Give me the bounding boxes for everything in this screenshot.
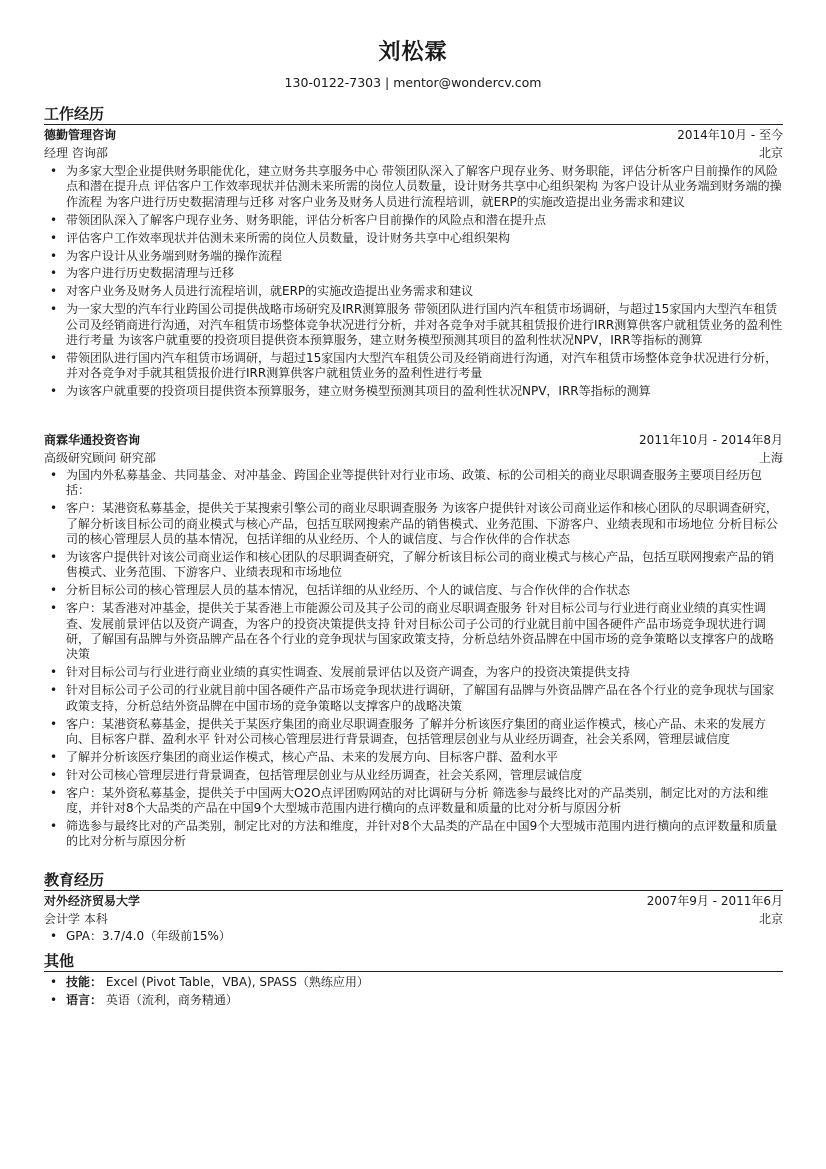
list-item: • 针对目标公司子公司的行业就目前中国各硬件产品市场竞争现状进行调研，了解国有品牌与外资品牌产品在各个行业的竞争现状与国家政策支持，分析总结外资品牌在中国市场的竞争策略以支撑客户的战略决策 bbox=[44, 683, 783, 714]
list-item: • 为国内外私募基金、共同基金、对冲基金、跨国企业等提供针对行业市场、政策、标的公司相关的商业尽职调查服务主要项目经历包括： bbox=[44, 468, 783, 499]
list-item: • 为客户进行历史数据清理与迁移 bbox=[44, 266, 783, 281]
list-item: • 带领团队进行国内汽车租赁市场调研，与超过15家国内大型汽车租赁公司及经销商进行沟通，对汽车租赁市场整体竞争状况进行分析，并对各竞争对手就其租赁报价进行IRR测算供客户就租赁业务的盈利性进行考量 bbox=[44, 351, 783, 382]
candidate-name: 刘松霖 bbox=[378, 40, 448, 65]
job-subheader bbox=[44, 144, 783, 162]
section-title-work: 工作经历 bbox=[44, 105, 105, 123]
education-date: 2007年9月 - 2011年6月 bbox=[646, 894, 783, 908]
skills-value: Excel (Pivot Table，VBA), SPASS（熟练应用） bbox=[105, 975, 369, 989]
contact-info: 130-0122-7303 | mentor@wondercv.com bbox=[284, 75, 542, 90]
job-date: 2014年10月 - 至今 bbox=[677, 128, 783, 142]
education-bullets bbox=[44, 929, 783, 947]
list-item: • 评估客户工作效率现状并估测未来所需的岗位人员数量，设计财务共享中心组织架构 bbox=[44, 231, 783, 246]
language-item bbox=[44, 993, 783, 1008]
section-divider bbox=[44, 890, 783, 891]
language-label: 语言： bbox=[66, 992, 103, 1007]
skills-item bbox=[44, 975, 783, 990]
list-item: • 为一家大型的汽车行业跨国公司提供战略市场研究及IRR测算服务 带领团队进行国内汽车租赁市场调研，与超过15家国内大型汽车租赁公司及经销商进行沟通，对汽车租赁市场整体竞争状况进行分析，并对各竞争对手就其租赁报价进行IRR测算供客户就租赁业务的盈利性进行考量 为该客户就重要的投资项目提供资本预算服务，建立财务模型预测其项目的盈利性状况NPV，IRR等指标的测算 bbox=[44, 302, 783, 348]
list-item: • 为该客户提供针对该公司商业运作和核心团队的尽职调查研究，了解分析该目标公司的商业模式与核心产品，包括互联网搜索产品的销售模式、业务范围、下游客户、业绩表现和市场地位 bbox=[44, 550, 783, 581]
list-item: • 筛选参与最终比对的产品类别，制定比对的方法和维度，并针对8个大品类的产品在中国9个大型城市范围内进行横向的点评数量和质量的比对分析与原因分析 bbox=[44, 819, 783, 850]
job-location: 上海 bbox=[758, 451, 783, 465]
list-item: • 对客户业务及财务人员进行流程培训，就ERP的实施改造提出业务需求和建议 bbox=[44, 284, 783, 299]
list-item: • GPA：3.7/4.0（年级前15%） bbox=[44, 929, 783, 944]
education-subheader bbox=[44, 910, 783, 928]
list-item: • 针对目标公司与行业进行商业业绩的真实性调查、发展前景评估以及资产调查，为客户的投资决策提供支持 bbox=[44, 665, 783, 680]
list-item: • 客户：某港资私募基金，提供关于某搜索引擎公司的商业尽职调查服务 为该客户提供针对该公司商业运作和核心团队的尽职调查研究，了解分析该目标公司的商业模式与核心产品，包括互联网搜索产品的销售模式、业务范围、下游客户、业绩表现和市场地位 分析目标公司的核心管理层人员的基本情况，包括详细的从业经历、个人的诚信度、与合作伙伴的合作状态 bbox=[44, 501, 783, 547]
job-role: 高级研究顾问 研究部 bbox=[44, 451, 156, 465]
skills-label: 技能： bbox=[66, 975, 103, 989]
list-item: • 了解并分析该医疗集团的商业运作模式，核心产品、未来的发展方向、目标客户群、盈利水平 bbox=[44, 750, 783, 765]
job-header bbox=[44, 431, 783, 449]
job-bullets bbox=[44, 468, 783, 852]
company-name: 德勤管理咨询 bbox=[44, 128, 117, 142]
list-item: • 为多家大型企业提供财务职能优化，建立财务共享服务中心 带领团队深入了解客户现存业务、财务职能，评估分析客户目前操作的风险点和潜在提升点 评估客户工作效率现状并估测未来所需的岗位人员数量，设计财务共享中心组织架构 为客户设计从业务端到财务端的操作流程 为客户进行历史数据清理与迁移 对客户业务及财务人员进行流程培训，就ERP的实施改造提出业务需求和建议 bbox=[44, 164, 783, 210]
job-subheader bbox=[44, 449, 783, 467]
other-list bbox=[44, 975, 783, 1011]
list-item: • 针对公司核心管理层进行背景调查，包括管理层创业与从业经历调查，社会关系网，管理层诚信度 bbox=[44, 768, 783, 783]
list-item: • 客户：某香港对冲基金，提供关于某香港上市能源公司及其子公司的商业尽职调查服务 针对目标公司与行业进行商业业绩的真实性调查、发展前景评估以及资产调查，为客户的投资决策提供支持 针对目标公司子公司的行业就目前中国各硬件产品市场竞争现状进行调研，了解国有品牌与外资品牌产品在各个行业的竞争现状与国家政策支持，分析总结外资品牌在中国市场的竞争策略以支撑客户的战略决策 bbox=[44, 601, 783, 663]
job-bullets bbox=[44, 164, 783, 402]
list-item: • 带领团队深入了解客户现存业务、财务职能，评估分析客户目前操作的风险点和潜在提升点 bbox=[44, 213, 783, 228]
list-item: • 客户：某外资私募基金，提供关于中国两大O2O点评团购网站的对比调研与分析 筛选参与最终比对的产品类别，制定比对的方法和维度，并针对8个大品类的产品在中国9个大型城市范围内进行横向的点评数量和质量的比对分析与原因分析 bbox=[44, 786, 783, 817]
job-role: 经理 咨询部 bbox=[44, 146, 108, 160]
section-divider bbox=[44, 971, 783, 972]
section-title-other: 其他 bbox=[44, 952, 75, 970]
job-location: 北京 bbox=[758, 146, 783, 160]
language-value: 英语（流利，商务精通） bbox=[105, 992, 238, 1007]
list-item: • 分析目标公司的核心管理层人员的基本情况，包括详细的从业经历、个人的诚信度、与合作伙伴的合作状态 bbox=[44, 583, 783, 598]
education-header bbox=[44, 892, 783, 910]
section-title-education: 教育经历 bbox=[44, 871, 105, 889]
company-name: 商霖华通投资咨询 bbox=[44, 433, 141, 447]
education-location: 北京 bbox=[758, 912, 783, 926]
school-name: 对外经济贸易大学 bbox=[44, 894, 141, 908]
major: 会计学 本科 bbox=[44, 912, 108, 926]
section-divider bbox=[44, 124, 783, 125]
list-item: • 为该客户就重要的投资项目提供资本预算服务，建立财务模型预测其项目的盈利性状况NPV，IRR等指标的测算 bbox=[44, 384, 783, 399]
job-date: 2011年10月 - 2014年8月 bbox=[639, 433, 783, 447]
job-header bbox=[44, 126, 783, 144]
list-item: • 客户：某港资私募基金，提供关于某医疗集团的商业尽职调查服务 了解并分析该医疗集团的商业运作模式，核心产品、未来的发展方向、目标客户群、盈利水平 针对公司核心管理层进行背景调查，包括管理层创业与从业经历调查，社会关系网，管理层诚信度 bbox=[44, 717, 783, 748]
list-item: • 为客户设计从业务端到财务端的操作流程 bbox=[44, 249, 783, 264]
